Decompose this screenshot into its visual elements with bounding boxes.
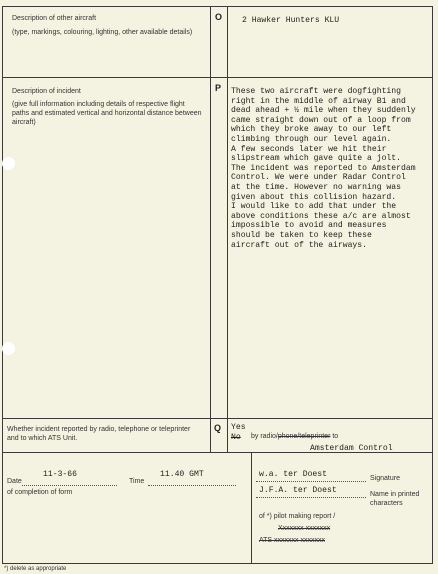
incident-line: at the time. However no warning was (231, 182, 401, 192)
reported-unit: Amsterdam Control (310, 444, 393, 453)
reported-label: Whether incident reported by radio, telephone or teleprinter and to which ATS Unit. (7, 426, 191, 442)
punch-hole-top (2, 157, 15, 170)
incident-line: should be taken to keep these (231, 230, 372, 240)
of-pilot-label: of *) pilot making report / (259, 513, 336, 520)
reported-by-radio: by radio/ (251, 433, 278, 440)
footer-divider (251, 452, 252, 564)
incident-line: slipstream which gave quite a jolt. (231, 154, 401, 164)
struck-option-1: Xxxxxxx xxxxxxx (278, 525, 331, 532)
incident-sublabel: (give full information including details of respective flight paths and estimated vertical and horizontal distance between aircraft) (12, 101, 202, 126)
reported-by-struck: phone/teleprinter (277, 433, 331, 440)
name-label: Name in printed characters (370, 491, 420, 507)
row-divider-1 (2, 77, 433, 78)
row-letter-p: P (215, 83, 222, 93)
incident-label: Description of incident (12, 88, 81, 95)
incident-line: climbing through our level again. (231, 134, 392, 144)
frame-top (2, 6, 433, 7)
incident-line: above conditions these a/c are almost (231, 211, 411, 221)
reported-by-label (251, 432, 338, 441)
incident-line: impossible to avoid and measures (231, 221, 387, 231)
row-letter-o: O (215, 12, 223, 22)
signature-value: w.a. ter Doest (259, 470, 327, 479)
time-value: 11.40 GMT (160, 470, 204, 479)
date-value: 11-3-66 (43, 470, 77, 479)
incident-line: A few seconds later we hit their (231, 144, 387, 154)
incident-line: The incident was reported to Amsterdam (231, 163, 416, 173)
frame-bottom (2, 563, 433, 564)
other-aircraft-sublabel: (type, markings, colouring, lighting, other available details) (12, 29, 193, 36)
date-label: Date (7, 478, 22, 485)
row-divider-2 (2, 418, 433, 419)
incident-line: came straight down out of a loop from (231, 115, 411, 125)
incident-line: I would like to add that under the (231, 202, 397, 212)
reported-yes: Yes (231, 423, 246, 432)
reported-by-to: to (332, 433, 339, 440)
incident-line: which they broke away to our left (231, 125, 392, 135)
incident-line: aircraft out of the airways. (231, 240, 367, 250)
time-label: Time (129, 478, 145, 485)
incident-line: These two aircraft were dogfighting (231, 87, 401, 96)
row-letter-q: Q (214, 423, 222, 433)
frame-right (432, 6, 433, 564)
date-dotted-line (22, 484, 117, 486)
reported-no: No (231, 433, 241, 442)
incident-description (231, 87, 431, 250)
name-dotted-line (256, 496, 366, 498)
punch-hole-bottom (2, 342, 15, 355)
column-divider-right (227, 6, 228, 453)
completion-label: of completion of form (7, 489, 73, 496)
signature-dotted-line (256, 480, 366, 482)
other-aircraft-label: Description of other aircraft (12, 15, 97, 22)
column-divider-left (210, 6, 211, 453)
struck-option-2: ATS xxxxxxx xxxxxxx (259, 537, 325, 544)
other-aircraft-value: 2 Hawker Hunters KLU (242, 16, 340, 25)
incident-line: right in the middle of airway B1 and (231, 96, 406, 106)
name-value: J.F.A. ter Doest (259, 486, 337, 495)
footnote: *) delete as appropriate (4, 566, 67, 572)
time-dotted-line (148, 484, 236, 486)
frame-left (2, 6, 3, 564)
incident-line: dead ahead + ½ mile when they suddenly (231, 106, 416, 116)
incident-line: Control. We were under Radar Control (231, 173, 406, 183)
incident-line: given about this collision hazard. (231, 192, 397, 202)
signature-label: Signature (370, 475, 400, 482)
